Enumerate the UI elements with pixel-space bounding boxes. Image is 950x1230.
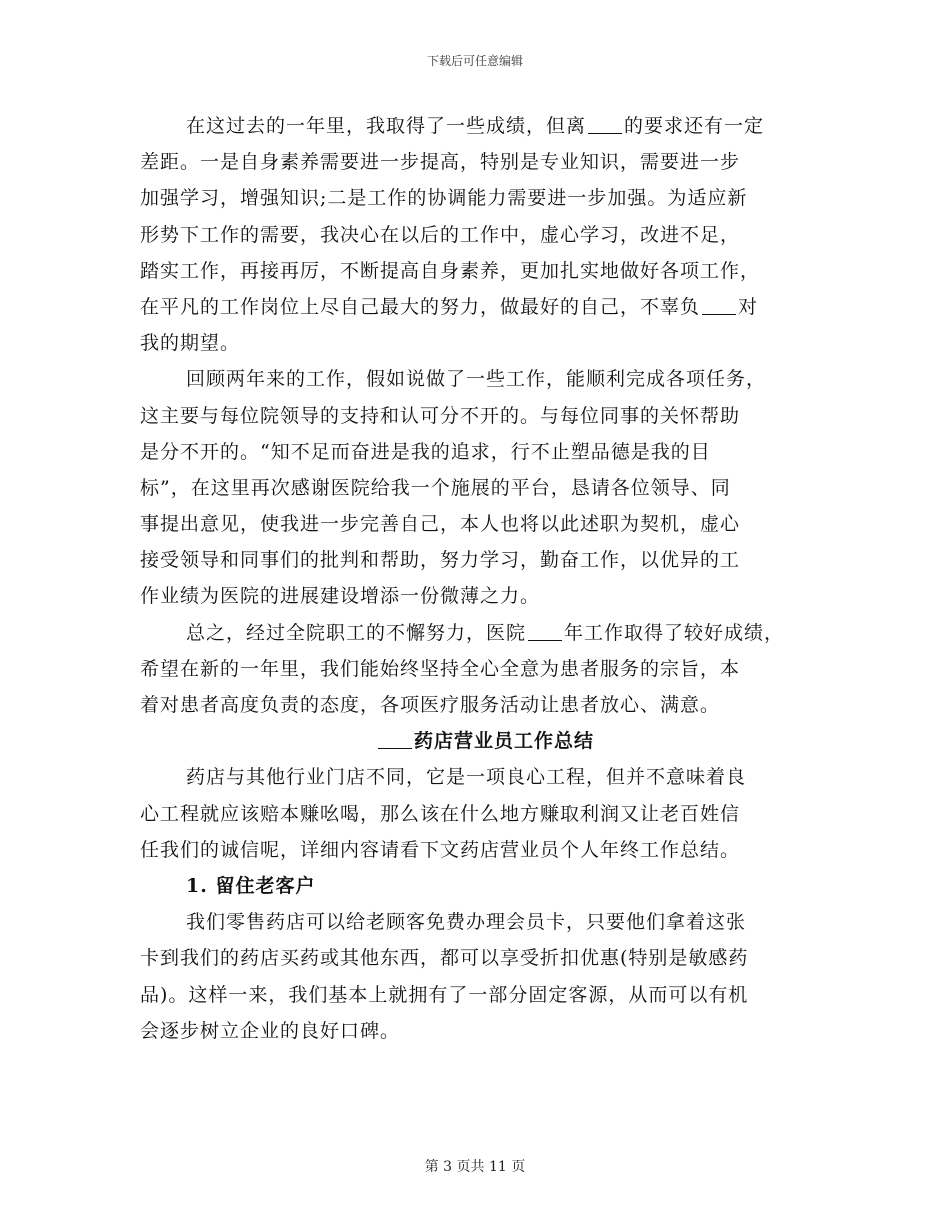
text-line: 药店与其他行业门店不同，它是一项良心工程，但并不意味着良 [186,766,747,789]
text-line: 卡到我们的药店买药或其他东西，都可以享受折扣优惠(特别是敏感药 [140,947,749,970]
paragraph-5 [140,904,830,1049]
text-line: 事提出意见，使我进一步完善自己，本人也将以此述职为契机，虚心 [140,513,741,536]
fill-in-blank [528,618,562,641]
fill-in-blank [588,111,622,134]
text-line: 我们零售药店可以给老顾客免费办理会员卡，只要他们拿着这张 [186,911,747,934]
text-line: 标”，在这里再次感谢医院给我一个施展的平台，恳请各位领导、同 [140,476,731,499]
document-body [140,108,830,1049]
text-line: 形势下工作的需要，我决心在以后的工作中，虚心学习，改进不足， [140,223,741,246]
text-line: 希望在新的一年里，我们能始终坚持全心全意为患者服务的宗旨，本 [140,657,741,680]
paragraph-1 [140,108,830,361]
text-line: 着对患者高度负责的态度，各项医疗服务活动让患者放心、满意。 [140,694,721,716]
text-line: 接受领导和同事们的批判和帮助，努力学习，勤奋工作，以优异的工 [140,549,741,572]
text-line: 心工程就应该赔本赚吆喝，那么该在什么地方赚取利润又让老百姓信 [140,802,741,825]
text-line: 在这过去的一年里，我取得了一些成绩，但离 的要求还有一定 [140,108,830,144]
page-footer: 第 3 页共 11 页 [424,1159,526,1175]
text-line: 品)。这样一来，我们基本上就拥有了一部分固定客源，从而可以有机 [140,983,749,1006]
paragraph-3 [140,615,830,724]
paragraph-2 [140,361,830,614]
text-line: 加强学习，增强知识;二是工作的协调能力需要进一步加强。为适应新 [140,187,748,210]
text-line: 是分不开的。“知不足而奋进是我的追求，行不止塑品德是我的目 [140,440,711,463]
text-line: 这主要与每位院领导的支持和认可分不开的。与每位同事的关怀帮助 [140,404,741,427]
text-line: 总之，经过全院职工的不懈努力，医院 年工作取得了较好成绩， [140,615,830,651]
fill-in-blank [378,726,412,749]
text-line: 回顾两年来的工作，假如说做了一些工作，能顺利完成各项任务， [186,368,767,391]
text-line: 踏实工作，再接再厉，不断提高自身素养，更加扎实地做好各项工作， [140,259,761,282]
subheading: 1. 留住老客户 [186,874,316,897]
page-header: 下载后可任意编辑 [426,54,523,68]
section-title: 药店营业员工作总结 [140,723,830,759]
text-line: 作业绩为医院的进展建设增添一份微薄之力。 [140,585,541,608]
paragraph-4 [140,759,830,868]
text-line: 任我们的诚信呢，详细内容请看下文药店营业员个人年终工作总结。 [140,838,741,861]
text-line: 差距。一是自身素养需要进一步提高，特别是专业知识，需要进一步 [140,151,741,174]
fill-in-blank [702,292,736,315]
text-line: 我的期望。 [140,332,241,355]
text-line: 在平凡的工作岗位上尽自己最大的努力，做最好的自己，不辜负 对 [140,289,830,325]
text-line: 会逐步树立企业的良好口碑。 [140,1019,401,1042]
